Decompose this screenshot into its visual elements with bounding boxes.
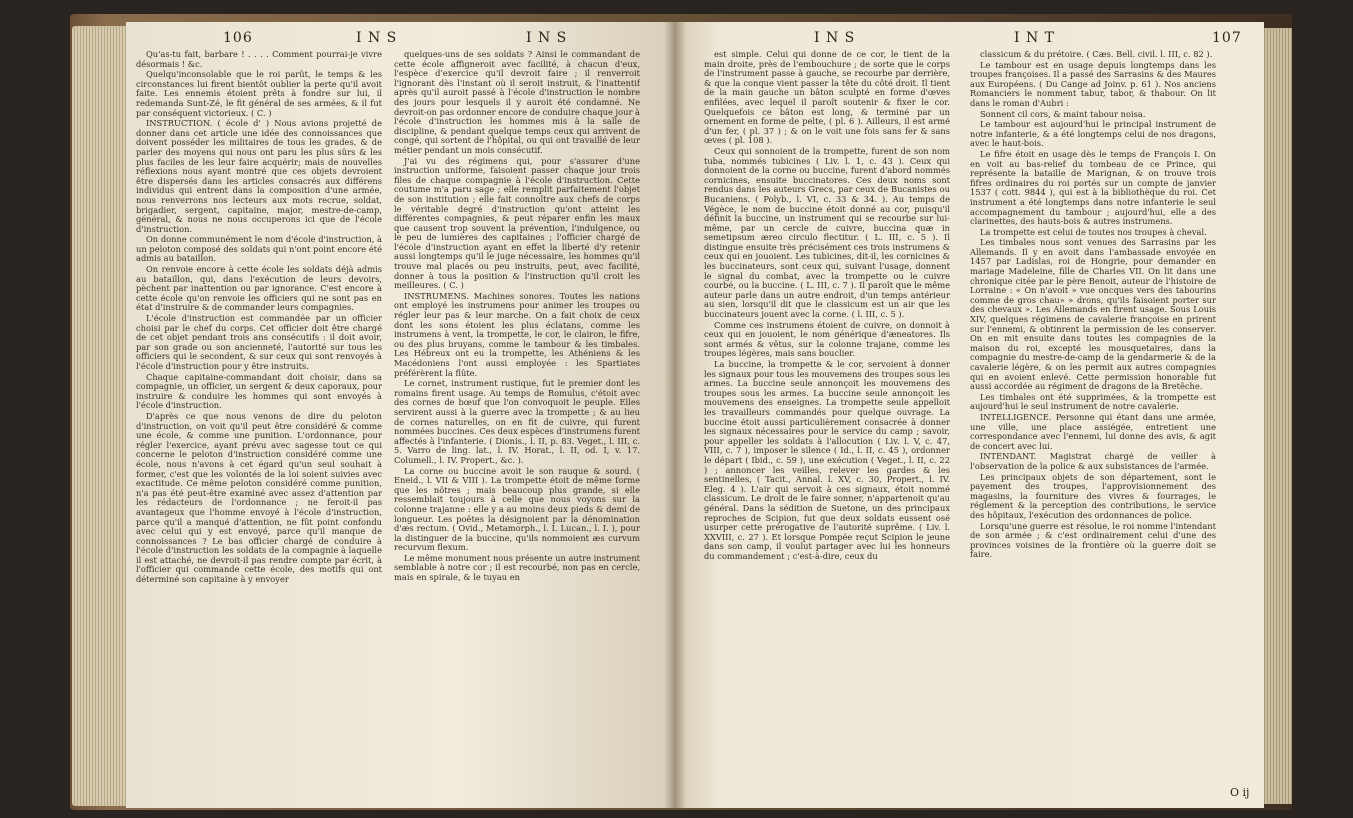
book-gutter (664, 22, 686, 808)
paragraph: INTELLIGENCE. Personne qui étant dans une armée, une ville, une place assiégée, entretient une correspondance avec l'ennemi, lui donne des avis, & agit de concert avec lui. (970, 411, 1216, 451)
paragraph: Le cornet, instrument rustique, fut le premier dont les romains firent usage. Au temps de Romulus, c'étoit avec des cornes de bœuf que l'on convoquoit le peuple. Elles servirent aussi à la guerre avec la trompette ; & au lieu de cornes naturelles, on en fit de cuivre, qui furent nommées buccines. Ces deux espèces d'instrumens furent affectés à l'infanterie. ( Dionis., l. II, p. 83. Veget., l. III, c. 5. Varro de ling. lat., l. IV. Horat., l. II, od. I, v. 17. Columell., l. IV. Propert., &c. ). (394, 378, 640, 465)
page-edges-right (1262, 28, 1292, 804)
paragraph: Chaque capitaine-commandant doit choisir, dans sa compagnie, un officier, un sergent & deux caporaux, pour instruire & conduire les hommes qui sont envoyés à l'école d'instruction. (136, 371, 382, 411)
paragraph: classicum & du prétoire. ( Cæs. Bell. civil. l. III, c. 82 ). (980, 50, 1213, 59)
paragraph: INSTRUCTION. ( école d' ) Nous avions projetté de donner dans cet article une idée des connoissances que doivent posséder les militaires de tous les grades, & de parler des moyens qui nous ont paru les plus sûrs & les plus faciles de les leur faire acquérir; mais de nouvelles réflexions nous ayant montré que ces objets devroient être dispersés dans les articles consacrés aux différens individus qui entrent dans la composition d'une armée, nous renverrons nos lecteurs aux mots recrue, soldat, brigadier, sergent, capitaine, major, mestre-de-camp, général, & nous ne nous occuperons ici que de l'école d'instruction. (136, 118, 382, 234)
paragraph: Les timbales nous sont venues des Sarrasins par les Allemands. Il y en avoit dans l'ambassade envoyée en 1457 par Ladislas, roi de Hongrie, pour demander en mariage Madeleine, fille de Charles VII. On lit dans une chronique citée par le père Benoit, auteur de l'histoire de Lorraine : « On n'avoit » vue oncques vers des tabourins comme de gros chau» » drons, qu'ils faisoient porter sur des chevaux ». Les Allemands en firent usage. Sous Louis XIV, quelques régimens de cavalerie françoise en prirent sur l'ennemi, & obtinrent la permission de les conserver. On en mit ensuite dans toutes les compagnies de la maison du roi, excepté les mousquetaires, dans la compagnie du mestre-de-camp de la gendarmerie & de la cavalerie légère, & on les permit aux autres compagnies qui en avoient enlevé. Cette permission honorable fut aussi accordée au régiment de dragons de la Bretêche. (970, 237, 1216, 392)
paragraph: Les timbales ont été supprimées, & la trompette est aujourd'hui le seul instrument de notre cavalerie. (970, 391, 1216, 412)
running-head: I N S (356, 30, 398, 46)
paragraph: Le tambour est en usage depuis longtemps dans les troupes françoises. Il a passé des Sarrasins & des Maures aux Européens. ( Du Cange ad Joinv. p. 61 ). Nos anciens Romanciers le nomment tabur, tabor, & thabour. On lit dans le roman d'Aubri : (970, 59, 1216, 108)
paragraph: Le fifre étoit en usage dès le temps de François I. On en voit au bas-relief du tombeau de ce Prince, qui représente la bataille de Marignan, & on trouve trois fifres ordinaires du roi portés sur un compte de janvier 1537 ( cott. 9844 ), qui est à la bibliothèque du roi. Cet instrument a été longtemps dans notre infanterie le seul accompagnement du tambour ; aujourd'hui, elle a des clarinettes, des hauts-bois & autres instrumens. (970, 148, 1216, 227)
running-head: I N S (814, 30, 856, 46)
page-number-left: 106 (223, 30, 253, 46)
text-column-1 (704, 50, 950, 795)
paragraph: Sonnent cil cors, & maint tabour noisa. (980, 108, 1146, 119)
left-page (126, 22, 674, 808)
running-head: I N T (1014, 30, 1056, 46)
paragraph: quelques-uns de ses soldats ? Ainsi le commandant de cette école affigneroit avec facilité, à chacun d'eux, l'espèce d'exercice qu'il devroit faire ; il renverroit l'ignorant dès l'instant où il seroit instruit, & l'inattentif après qu'il auroit passé à l'école d'instruction le nombre des jours pour lesquels il y auroit été condamné. Ne devroit-on pas ordonner encore de conduire chaque jour à l'école d'instruction les hommes mis à la salle de discipline, & pendant quelque temps ceux qui arrivent de congé, qui sortent de l'hôpital, ou qui ont travaillé de leur métier pendant un mois consécutif. (394, 50, 640, 155)
signature-mark: O ij (1230, 786, 1250, 799)
paragraph: La trompette est celui de toutes nos troupes à cheval. (980, 226, 1207, 237)
paragraph: est simple. Celui qui donne de ce cor, le tient de la main droite, près de l'embouchure ; de sorte que le corps de l'instrument passe à gauche, se recourbe par derrière, & que la conque vient passer la tête du côté droit. Il tient de la main gauche un bâton sculpté en forme d'œves enfilées, avec lequel il paroît soutenir & fixer le cor. Quelquefois ce bâton est long, & terminé par un ornement en forme de pelte, ( pl. 6 ). Ailleurs, il est armé d'un fer, ( pl. 37 ) ; & on le voit une fois sans fer & sans œves ( pl. 108 ). (704, 50, 950, 146)
paragraph: Qu'as-tu fait, barbare ! . . . . Comment pourrai-je vivre désormais ! &c. (136, 50, 382, 69)
text-column-2 (394, 50, 640, 795)
paragraph: Comme ces instrumens étoient de cuivre, on donnoit à ceux qui en jouoient, le nom générique d'æneatores. Ils sont armés & vêtus, sur la colonne trajane, comme les troupes légères, mais sans bouclier. (704, 319, 950, 359)
paragraph: Quelqu'inconsolable que le roi parût, le temps & les circonstances lui firent bientôt oublier la perte qu'il avoit faite. Les ennemis étoient prêts à fondre sur lui, il redemanda Sunt-Zé, le fit général de ses armées, & il fut par conséquent victorieux. ( C. ) (136, 69, 382, 118)
paragraph: La buccine, la trompette & le cor, servoient à donner les signaux pour tous les mouvemens des troupes sous les armes. La buccine seule annonçoit les mouvemens des troupes sous les armes. La buccine seule annonçoit les mouvemens des enseignes. La trompette seule appelloit les travailleurs commandés pour quelque ouvrage. La buccine étoit aussi particulièrement consacrée à donner les signaux nécessaires pour le service du camp ; savoir, pour appeller les soldats à l'allocution ( Liv. l. V, c. 47, VIII, c. 7 ), imposer le silence ( Id., l. II, c. 45 ), ordonner le départ ( Ibid., c. 59 ), une exécution ( Veget., l. II, c. 22 ) ; annoncer les veilles, relever les gardes & les sentinelles, ( Tacit., Annal. l. XV, c. 30, Propert., l. IV. Eleg. 4 ). L'air qui servoit à ces signaux, étoit nommé classicum. Le droit de le faire sonner, n'appartenoit qu'au général. Dans la sédition de Suetone, un des principaux reproches de Scipion, fut que deux soldats eussent osé usurper cette prérogative de l'autorité suprême. ( Liv. l. XXVIII, c. 27 ). Et lorsque Pompée reçut Scipion le jeune dans son camp, il voulut partager avec lui les honneurs du commandement ; c'est-à-dire, ceux du (704, 359, 950, 561)
paragraph: Lorsqu'une guerre est résolue, le roi nomme l'intendant de son armée ; & c'est ordinairement celui d'une des provinces voisines de la frontière où la guerre doit se faire. (970, 520, 1216, 560)
paragraph: J'ai vu des régimens qui, pour s'assurer d'une instruction uniforme, faisoient passer chaque jour trois files de chaque compagnie à l'école d'instruction. Cette coutume m'a paru sage ; elle remplit parfaitement l'objet de son institution ; elle fait connoître aux chefs de corps le véritable degré d'instruction qu'ont atteint les différentes compagnies, & peut réparer enfin les maux que causent trop souvent la prévention, l'indulgence, ou le peu de lumières des capitaines ; l'officier chargé de l'école d'instruction ayant en effet la liberté d'y retenir aussi longtemps qu'il le juge nécessaire, les hommes qu'il trouve mal placés ou peu instruits, peut, avec facilité, donner à tous la position & l'instruction qu'il croit les meilleures. ( C. ) (394, 155, 640, 291)
paragraph: INTENDANT. Magistrat chargé de veiller à l'observation de la police & aux subsistances de l'armée. (970, 451, 1216, 471)
paragraph: L'école d'instruction est commandée par un officier choisi par le chef du corps. Cet officier doit être chargé de cet objet pendant trois ans consécutifs : il doit avoir, par son grade ou son ancienneté, l'autorité sur tous les officiers qui le secondent, & sur ceux qui sont renvoyés à l'école d'instruction pour y être instruits. (136, 313, 382, 371)
paragraph: Ceux qui sonnoient de la trompette, furent de son nom tuba, nommés tubicines ( Liv. l. 1, c. 43 ). Ceux qui donnoient de la corne ou buccine, furent d'abord nommés cornicines, ensuite buccinatores. Ces deux noms sont rendus dans les auteurs Grecs, par ceux de Bucanistes ou Bucaniens. ( Polyb., l. VI, c. 33 & 34. ). Au temps de Végèce, le nom de buccine étoit donné au cor, puisqu'il définit la buccine, un instrument qui se recourbe sur lui-même, par un cercle de cuivre, buccina quæ in semetipsum æreo circulo flectitur. ( L. III, c. 5 ). Il distingue ensuite très précisément ces trois instrumens & ceux qui en jouoient. Les tubicines, dit-il, les cornicines & les buccinateurs, sont ceux qui, suivant l'usage, donnent le signal du combat, avec la trompette ou le cuivre courbé, ou la buccine. ( L. III, c. 7 ). Il paroît que le même auteur parle dans un autre endroit, d'un temps antérieur au sien, lorsqu'il dit que le classicum est un air que les buccinateurs jouent avec la corne. ( l. III, c. 5 ). (704, 145, 950, 320)
paragraph: On renvoie encore à cette école les soldats déjà admis au bataillon, qui, dans l'exécution de leurs devoirs, pèchent par inattention ou par ignorance. C'est encore à cette école qu'on renvoie les officiers qui ne sont pas en état d'instruire & de commander leurs compagnies. (136, 264, 382, 313)
paragraph: La corne ou buccine avoit le son rauque & sourd. ( Eneid., l. VII & VIII ). La trompette étoit de même forme que les nôtres ; mais beaucoup plus grande, si elle ressemblait toujours à celle que nous voyons sur la colonne trajanne : elle y a au moins deux pieds & demi de longueur. Les poëtes la désignoient par la dénomination d'æs rectum. ( Ovid., Metamorph., l. I. Lucan., l. I. ), pour la distinguer de la buccine, qu'ils nommoient æs curvum recurvum flexum. (394, 465, 640, 553)
paragraph: On donne communément le nom d'école d'instruction, à un peloton composé des soldats qui n'ont point encore été admis au bataillon. (136, 234, 382, 264)
paragraph: Le même monument nous présente un autre instrument semblable à notre cor ; il est recourbé, non pas en cercle, mais en spirale, & le tuyau en (394, 552, 640, 583)
text-column-2 (970, 50, 1216, 775)
paragraph: D'après ce que nous venons de dire du peloton d'instruction, on voit qu'il peut être considéré & comme une école, & comme une punition. L'ordonnance, pour régler l'exercice, ayant prévu avec sagesse tout ce qui concerne le peloton d'instruction considéré comme une école, nous n'avons à cet égard qu'un seul souhait à former, c'est que les volontés de la loi soient suivies avec exactitude. Ce même peloton considéré comme punition, n'a pas été peut-être examiné avec assez d'attention par les rédacteurs de l'ordonnance ; ne feroit-il pas avantageux que l'homme envoyé à l'école d'instruction, parce qu'il a manqué d'attention, ne fût point confondu avec celui qui y est envoyé, parce qu'il manque de connoissances ? Le bas officier chargé de conduire à l'école d'instruction les soldats de la compagnie à laquelle il est attaché, ne devroit-il pas rendre compte par écrit, à l'officier qui commande cette école, des motifs qui ont déterminé son capitaine à y envoyer (136, 410, 382, 585)
text-column-1 (136, 50, 382, 795)
page-edges-left (72, 26, 126, 806)
page-number-right: 107 (1212, 30, 1242, 46)
right-page (674, 22, 1264, 808)
paragraph: Les principaux objets de son département, sont le payement des troupes, l'approvisionnement des magasins, la fourniture des vivres & fourrages, le réglement & la perception des contributions, le service des hôpitaux, l'exécution des ordonnances de police. (970, 471, 1216, 520)
paragraph: Le tambour est aujourd'hui le principal instrument de notre infanterie, & a été longtemps celui de nos dragons, avec le haut-bois. (970, 119, 1216, 149)
paragraph: INSTRUMENS. Machines sonores. Toutes les nations ont employé les instrumens pour animer les troupes ou régler leur pas & leur marche. On a fait choix de ceux dont les sons étoient les plus éclatans, comme les instrumens à vent, la trompette, le cor, le clairon, le fifre, ou des plus bruyans, comme le tambour & les timbales. Les Hébreux ont eu la trompette, les Athéniens & les Macédoniens l'ont aussi employée : les Spartiates préférèrent la flûte. (394, 290, 640, 378)
running-head: I N S (526, 30, 568, 46)
